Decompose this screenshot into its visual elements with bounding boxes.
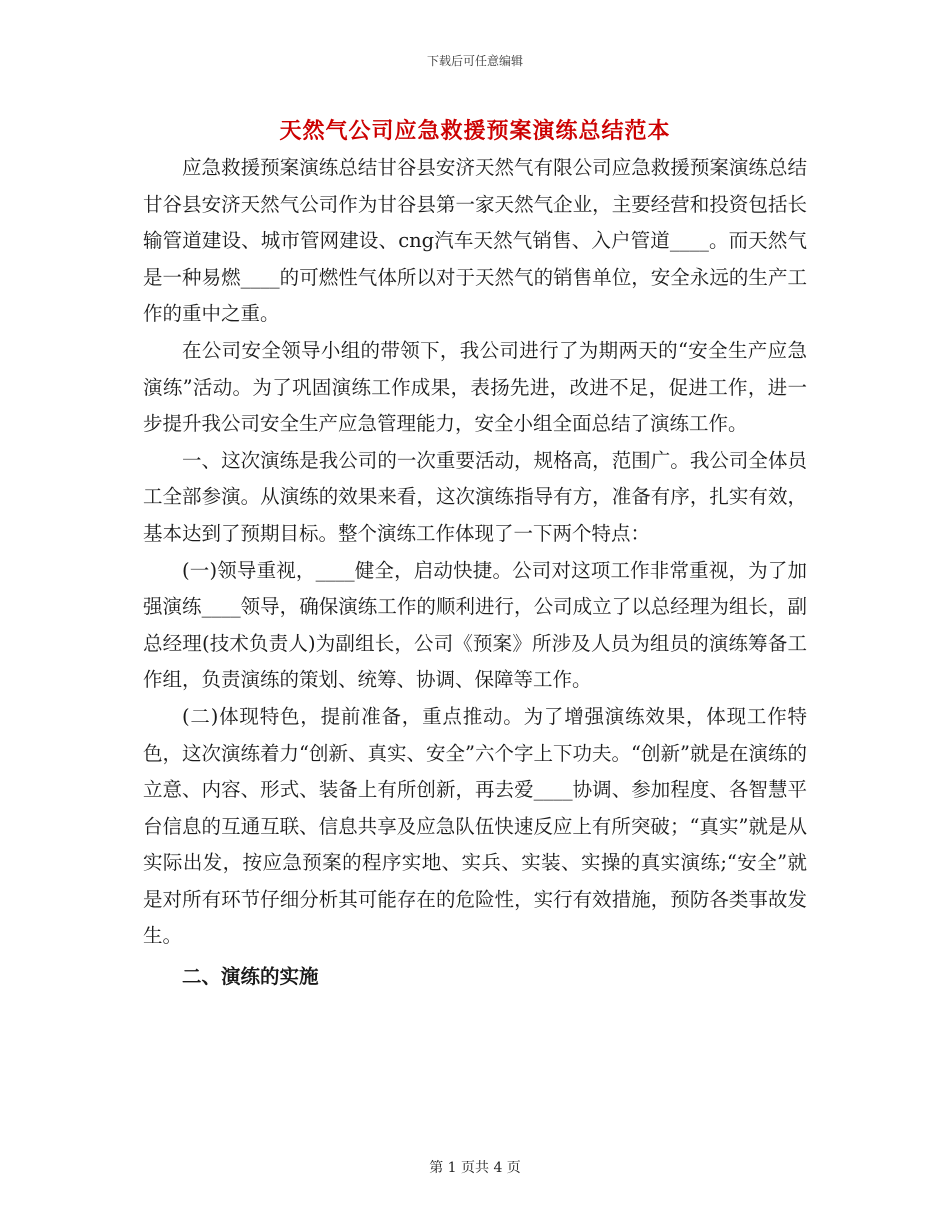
section-heading-implementation: 二、演练的实施: [182, 965, 319, 989]
page-footer: 第 1 页共 4 页: [429, 1160, 521, 1176]
paragraph-point-one: (一)领导重视，____健全，启动快捷。公司对这项工作非常重视，为了加强演练____领导，确保演练工作的顺利进行，公司成立了以总经理为组长，副总经理(技术负责人)为副组长，公司《预案》所涉及人员为组员的演练筹备工作组，负责演练的策划、统筹、协调、保障等工作。: [143, 558, 807, 692]
document-body: [143, 150, 807, 996]
document-title: 天然气公司应急救援预案演练总结范本: [279, 118, 671, 144]
paragraph-intro: 应急救援预案演练总结甘谷县安济天然气有限公司应急救援预案演练总结甘谷县安济天然气公司作为甘谷县第一家天然气企业，主要经营和投资包括长输管道建设、城市管网建设、cng汽车天然气销售、入户管道____。而天然气是一种易燃____的可燃性气体所以对于天然气的销售单位，安全永远的生产工作的重中之重。: [143, 156, 807, 326]
paragraph-point-two: (二)体现特色，提前准备，重点推动。为了增强演练效果，体现工作特色，这次演练着力“创新、真实、安全”六个字上下功夫。“创新”就是在演练的立意、内容、形式、装备上有所创新，再去爱____协调、参加程度、各智慧平台信息的互通互联、信息共享及应急队伍快速反应上有所突破；“真实”就是从实际出发，按应急预案的程序实地、实兵、实装、实操的真实演练;“安全”就是对所有环节仔细分析其可能存在的危险性，实行有效措施，预防各类事故发生。: [143, 704, 807, 948]
paragraph-section-one: 一、这次演练是我公司的一次重要活动，规格高，范围广。我公司全体员工全部参演。从演练的效果来看，这次演练指导有方，准备有序，扎实有效，基本达到了预期目标。整个演练工作体现了一下两个特点：: [143, 448, 807, 545]
header-note: 下载后可任意编辑: [426, 54, 523, 68]
paragraph-leadership: 在公司安全领导小组的带领下，我公司进行了为期两天的“安全生产应急演练”活动。为了巩固演练工作成果，表扬先进，改进不足，促进工作，进一步提升我公司安全生产应急管理能力，安全小组全面总结了演练工作。: [143, 338, 807, 436]
